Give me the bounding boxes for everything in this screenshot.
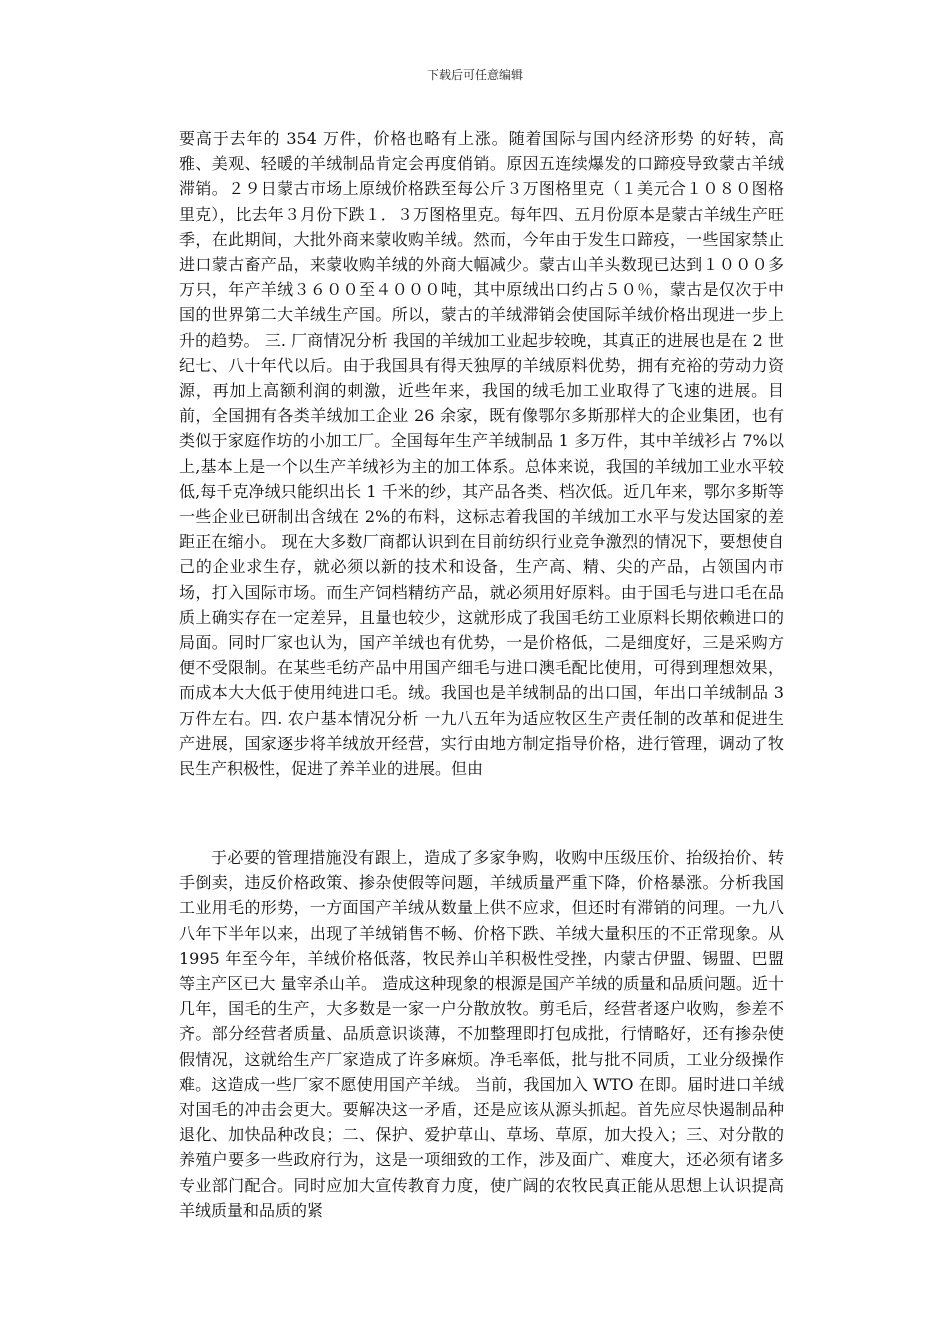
body-paragraph-1: 要高于去年的 354 万件，价格也略有上涨。随着国际与国内经济形势 的好转，高雅、美观、轻暖的羊绒制品肯定会再度俏销。原因五连续爆发的口蹄疫导致蒙古羊绒滞销。２９日蒙古市场上原绒价格跌至每公斤３万图格里克（１美元合１０８０图格里克），比去年３月份下跌１．３万图格里克。每年四、五月份原本是蒙古羊绒生产旺季，在此期间，大批外商来蒙收购羊绒。然而，今年由于发生口蹄疫，一些国家禁止进口蒙古畜产品，来蒙收购羊绒的外商大幅减少。蒙古山羊头数现已达到１０００多万只，年产羊绒３６００至４０００吨，其中原绒出口约占５０％，蒙古是仅次于中国的世界第二大羊绒生产国。所以，蒙古的羊绒滞销会使国际羊绒价格出现进一步上升的趋势。 三. 厂商情况分析 我国的羊绒加工业起步较晚，其真正的进展也是在 2 世纪七、八十年代以后。由于我国具有得天独厚的羊绒原料优势，拥有充裕的劳动力资源，再加上高额利润的刺激，近些年来，我国的绒毛加工业取得了飞速的进展。目前，全国拥有各类羊绒加工企业 26 余家，既有像鄂尔多斯那样大的企业集团，也有类似于家庭作坊的小加工厂。全国每年生产羊绒制品 1 多万件，其中羊绒衫占 7%以上,基本上是一个以生产羊绒衫为主的加工体系。总体来说，我国的羊绒加工业水平较低,每千克净绒只能织出长 1 千米的纱，其产品各类、档次低。近几年来，鄂尔多斯等一些企业已研制出含绒在 2%的布料，这标志着我国的羊绒加工水平与发达国家的差距正在缩小。 现在大多数厂商都认识到在目前纺织行业竞争激烈的情况下，要想使自己的企业求生存，就必须以新的技术和设备，生产高、精、尖的产品，占领国内市场，打入国际市场。而生产饲档精纺产品，就必须用好原料。由于国毛与进口毛在品质上确实存在一定差异，且量也较少，这就形成了我国毛纺工业原料长期依赖进口的局面。同时厂家也认为，国产羊绒也有优势，一是价格低，二是细度好，三是采购方便不受限制。在某些毛纺产品中用国产细毛与进口澳毛配比使用，可得到理想效果，而成本大大低于使用纯进口毛。绒。我国也是羊绒制品的出口国，年出口羊绒制品 3 万件左右。四. 农户基本情况分析 一九八五年为适应牧区生产责任制的改革和促进生产进展，国家逐步将羊绒放开经营，实行由地方制定指导价格，进行管理，调动了牧民生产积极性，促进了养羊业的进展。但由 [179, 129, 784, 779]
page-header: 下载后可任意编辑 [426, 68, 523, 82]
body-paragraph-2: 于必要的管理措施没有跟上，造成了多家争购，收购中压级压价、抬级抬价、转手倒卖，违反价格政策、掺杂使假等问题，羊绒质量严重下降，价格暴涨。分析我国工业用毛的形势，一方面国产羊绒从数量上供不应求，但还时有滞销的问理。一九八八年下半年以来，出现了羊绒销售不畅、价格下跌、羊绒大量积压的不正常现象。从 1995 年至今年，羊绒价格低落，牧民养山羊积极性受挫，内蒙古伊盟、锡盟、巴盟等主产区已大 量宰杀山羊。 造成这种现象的根源是国产羊绒的质量和品质问题。近十几年，国毛的生产，大多数是一家一户分散放牧。剪毛后，经营者逐户收购，参差不齐。部分经营者质量、品质意识谈薄，不加整理即打包成批，行情略好，还有掺杂使假情况，这就给生产厂家造成了许多麻烦。净毛率低，批与批不同质，工业分级操作难。这造成一些厂家不愿使用国产羊绒。 当前，我国加入 WTO 在即。届时进口羊绒对国毛的冲击会更大。要解决这一矛盾，还是应该从源头抓起。首先应尽快遏制品种退化、加快品种改良；二、保护、爱护草山、草场、草原，加大投入；三、对分散的养殖户要多一些政府行为，这是一项细致的工作，涉及面广、难度大，还必须有诸多专业部门配合。同时应加大宣传教育力度，使广阔的农牧民真正能从思想上认识提高羊绒质量和品质的紧 [179, 848, 784, 1220]
